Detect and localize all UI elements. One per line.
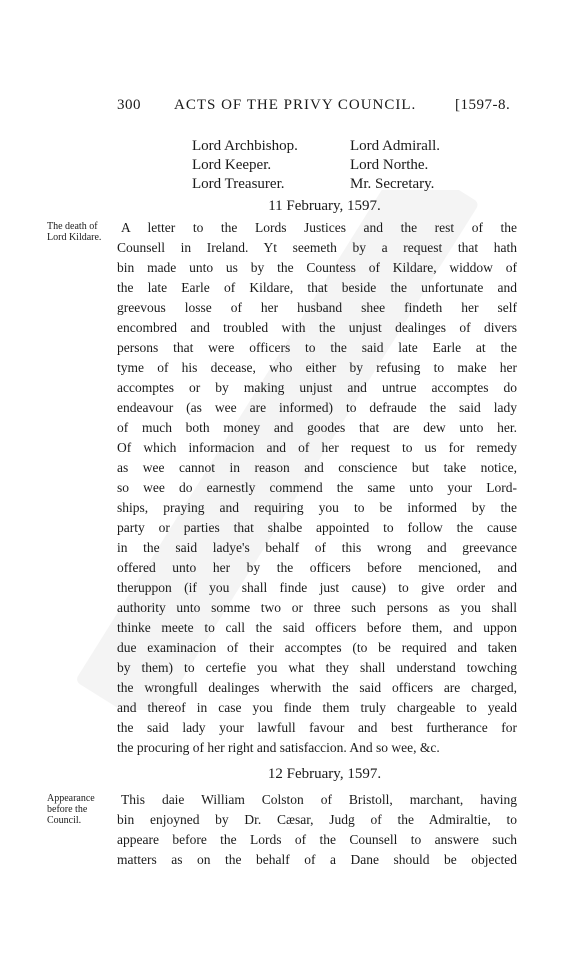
marginal-note-line: Council. [47, 815, 82, 826]
text-line: bin made unto us by the Countess of Kildare, widdow of [117, 260, 517, 275]
attendee-row [192, 176, 472, 195]
text-line: theruppon (if you shall finde just cause) to give order and [117, 580, 517, 595]
text-line: offered unto her by the officers before mencioned, and [117, 560, 517, 575]
text-line: endeavour (as wee are informed) to defraude the said lady [117, 400, 517, 415]
marginal-note-line: The death of [47, 221, 98, 232]
running-header [117, 97, 557, 119]
text-line: as wee cannot in reason and conscience but take notice, [117, 460, 517, 475]
text-line: accomptes or by making unjust and untrue accomptes do [117, 380, 517, 395]
text-line: Counsell in Ireland. Yt seemeth by a request that hath [117, 240, 517, 255]
text-line: greevous losse of her husband shee findeth her self [117, 300, 517, 315]
marginal-note-line: Lord Kildare. [47, 232, 102, 243]
marginal-note-line: Appearance [47, 793, 95, 804]
marginal-note [47, 793, 117, 826]
year-range: [1597-8. [455, 97, 511, 113]
text-line: Of which informacion and of her request to us for remedy [117, 440, 517, 455]
text-line: due examinacion of their accomptes (to be required and taken [117, 640, 517, 655]
text-line: by them) to certefie you what they shall understand towching [117, 660, 517, 675]
attendee-name: Mr. Secretary. [350, 176, 435, 192]
text-line: bin enjoyned by Dr. Cæsar, Judg of the Admiraltie, to [117, 812, 517, 827]
attendee-row [192, 138, 472, 157]
attendees-list [192, 138, 472, 195]
text-line: the wrongfull dealinges wherwith the said officers are charged, [117, 680, 517, 695]
entry-date: 12 February, 1597. [267, 766, 382, 782]
marginal-note-line: before the [47, 804, 88, 815]
page-number: 300 [117, 97, 141, 113]
text-line: matters as on the behalf of a Dane should be objected [117, 852, 517, 867]
text-line: A letter to the Lords Justices and the rest of the [121, 220, 517, 235]
text-line: encombred and troubled with the unjust dealinges of divers [117, 320, 517, 335]
attendee-name: Lord Treasurer. [192, 176, 285, 192]
text-line: authority unto somme two or three such persons as you shall [117, 600, 517, 615]
entry-body [117, 790, 517, 870]
entry-date: 11 February, 1597. [268, 198, 381, 214]
marginal-note [47, 221, 117, 243]
attendee-name: Lord Northe. [350, 157, 429, 173]
text-line: in the said ladye's behalf of this wrong and greevance [117, 540, 517, 555]
text-line: the procuring of her right and satisfaccion. And so wee, &c. [117, 740, 440, 755]
text-line: thinke meete to call the said officers before them, and uppon [117, 620, 517, 635]
text-line: the said lady your lawfull favour and best furtherance for [117, 720, 517, 735]
text-line: so wee do earnestly commend the same unto your Lord- [117, 480, 517, 495]
attendee-name: Lord Archbishop. [192, 138, 298, 154]
text-line: This daie William Colston of Bristoll, marchant, having [121, 792, 517, 807]
text-line: and thereof in case you finde them truly chargeable to yeald [117, 700, 517, 715]
attendee-name: Lord Admirall. [350, 138, 440, 154]
entry-body [117, 218, 517, 758]
attendee-name: Lord Keeper. [192, 157, 272, 173]
running-title: ACTS OF THE PRIVY COUNCIL. [174, 97, 417, 113]
attendee-row [192, 157, 472, 176]
text-line: party or parties that shalbe appointed to follow the cause [117, 520, 517, 535]
text-line: appeare before the Lords of the Counsell to answere such [117, 832, 517, 847]
text-line: tyme of his decease, who either by refusing to make her [117, 360, 517, 375]
text-line: the late Earle of Kildare, that beside the unfortunate and [117, 280, 517, 295]
text-line: of much both money and goodes that are dew unto her. [117, 420, 517, 435]
text-line: ships, praying and requiring you to be informed by the [117, 500, 517, 515]
text-line: persons that were officers to the said late Earle at the [117, 340, 517, 355]
